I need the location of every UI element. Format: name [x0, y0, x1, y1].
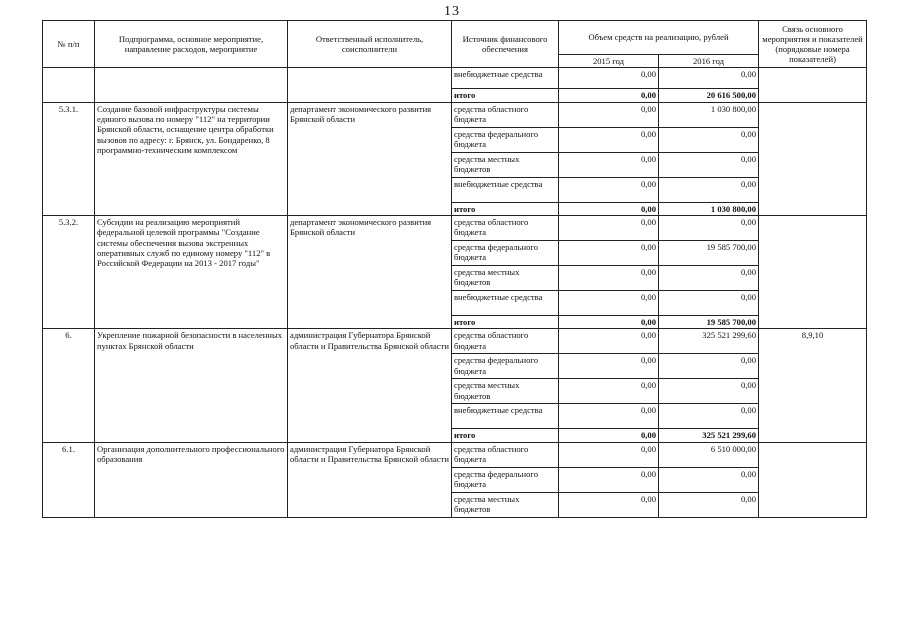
amount-2015: 0,00 [559, 315, 659, 328]
header-executor: Ответственный исполнитель, соисполнители [288, 21, 452, 68]
table-row [43, 215, 867, 240]
amount-2016: 0,00 [659, 152, 759, 177]
amount-2016: 0,00 [659, 177, 759, 202]
funding-source: внебюджетные средства [452, 404, 559, 429]
program-name [95, 68, 288, 102]
funding-source: внебюджетные средства [452, 68, 559, 89]
funding-source: средства областного бюджета [452, 215, 559, 240]
amount-2015: 0,00 [559, 329, 659, 354]
program-name: Субсидии на реализацию мероприятий федеральной целевой программы "Создание системы обеспечения вызова экстренных оперативных служб по единому номеру "112" в Российской Федерации на 2013 - 2017 годы" [95, 215, 288, 328]
amount-2016: 0,00 [659, 467, 759, 492]
amount-2015: 0,00 [559, 202, 659, 215]
funding-source: средства местных бюджетов [452, 492, 559, 517]
amount-2016: 1 030 800,00 [659, 202, 759, 215]
page-number: 13 [444, 4, 460, 19]
funding-source: итого [452, 202, 559, 215]
funding-source: итого [452, 315, 559, 328]
amount-2015: 0,00 [559, 265, 659, 290]
program-name: Укрепление пожарной безопасности в населенных пунктах Брянской области [95, 329, 288, 442]
table-row [43, 68, 867, 89]
header-year-2015: 2015 год [559, 55, 659, 68]
amount-2015: 0,00 [559, 89, 659, 102]
funding-source: средства федерального бюджета [452, 240, 559, 265]
funding-source: итого [452, 89, 559, 102]
amount-2016: 0,00 [659, 492, 759, 517]
amount-2015: 0,00 [559, 240, 659, 265]
row-number: 5.3.2. [43, 215, 95, 328]
indicator-link: 8,9,10 [759, 329, 867, 442]
amount-2016: 19 585 700,00 [659, 240, 759, 265]
funding-source: средства местных бюджетов [452, 379, 559, 404]
amount-2016: 1 030 800,00 [659, 102, 759, 127]
amount-2015: 0,00 [559, 492, 659, 517]
table-row [43, 102, 867, 127]
header-num: № п/п [43, 21, 95, 68]
amount-2015: 0,00 [559, 429, 659, 442]
amount-2015: 0,00 [559, 442, 659, 467]
indicator-link [759, 442, 867, 517]
funding-source: средства местных бюджетов [452, 152, 559, 177]
indicator-link [759, 68, 867, 102]
amount-2016: 19 585 700,00 [659, 315, 759, 328]
row-number [43, 68, 95, 102]
amount-2015: 0,00 [559, 404, 659, 429]
funding-source: средства федерального бюджета [452, 467, 559, 492]
program-name: Организация дополнительного профессионального образования [95, 442, 288, 517]
table-row [43, 329, 867, 354]
funding-source: средства местных бюджетов [452, 265, 559, 290]
funding-source: средства областного бюджета [452, 102, 559, 127]
funding-source: итого [452, 429, 559, 442]
header-source: Источник финансового обеспечения [452, 21, 559, 68]
header-link: Связь основного мероприятия и показателей (порядковые номера показателей) [759, 21, 867, 68]
funding-source: средства областного бюджета [452, 442, 559, 467]
program-name: Создание базовой инфраструктуры системы единого вызова по номеру "112" на территории Брянской области, оснащение центра обработки вызовов по адресу: г. Брянск, ул. Бондаренко, 8 программно-техническим комплексом [95, 102, 288, 215]
funding-source: средства федерального бюджета [452, 127, 559, 152]
amount-2016: 325 521 299,60 [659, 429, 759, 442]
funding-source: средства областного бюджета [452, 329, 559, 354]
amount-2015: 0,00 [559, 127, 659, 152]
header-program: Подпрограмма, основное мероприятие, направление расходов, мероприятие [95, 21, 288, 68]
row-number: 6. [43, 329, 95, 442]
amount-2016: 20 616 500,00 [659, 89, 759, 102]
executor-name: департамент экономического развития Брянской области [288, 215, 452, 328]
amount-2015: 0,00 [559, 290, 659, 315]
amount-2016: 0,00 [659, 265, 759, 290]
indicator-link [759, 215, 867, 328]
funding-source: внебюджетные средства [452, 290, 559, 315]
amount-2015: 0,00 [559, 68, 659, 89]
budget-table [42, 20, 867, 518]
amount-2015: 0,00 [559, 102, 659, 127]
funding-source: средства федерального бюджета [452, 354, 559, 379]
executor-name: администрация Губернатора Брянской области и Правительства Брянской области [288, 329, 452, 442]
amount-2016: 6 510 000,00 [659, 442, 759, 467]
funding-source: внебюджетные средства [452, 177, 559, 202]
amount-2016: 0,00 [659, 68, 759, 89]
executor-name [288, 68, 452, 102]
table-row [43, 442, 867, 467]
amount-2015: 0,00 [559, 467, 659, 492]
row-number: 6.1. [43, 442, 95, 517]
amount-2016: 0,00 [659, 404, 759, 429]
amount-2015: 0,00 [559, 215, 659, 240]
executor-name: администрация Губернатора Брянской области и Правительства Брянской области [288, 442, 452, 517]
executor-name: департамент экономического развития Брянской области [288, 102, 452, 215]
amount-2016: 325 521 299,60 [659, 329, 759, 354]
header-year-2016: 2016 год [659, 55, 759, 68]
amount-2016: 0,00 [659, 354, 759, 379]
indicator-link [759, 102, 867, 215]
amount-2015: 0,00 [559, 177, 659, 202]
amount-2016: 0,00 [659, 127, 759, 152]
row-number: 5.3.1. [43, 102, 95, 215]
amount-2016: 0,00 [659, 290, 759, 315]
amount-2015: 0,00 [559, 152, 659, 177]
header-volume: Объем средств на реализацию, рублей [559, 21, 759, 55]
amount-2015: 0,00 [559, 354, 659, 379]
amount-2015: 0,00 [559, 379, 659, 404]
amount-2016: 0,00 [659, 379, 759, 404]
amount-2016: 0,00 [659, 215, 759, 240]
